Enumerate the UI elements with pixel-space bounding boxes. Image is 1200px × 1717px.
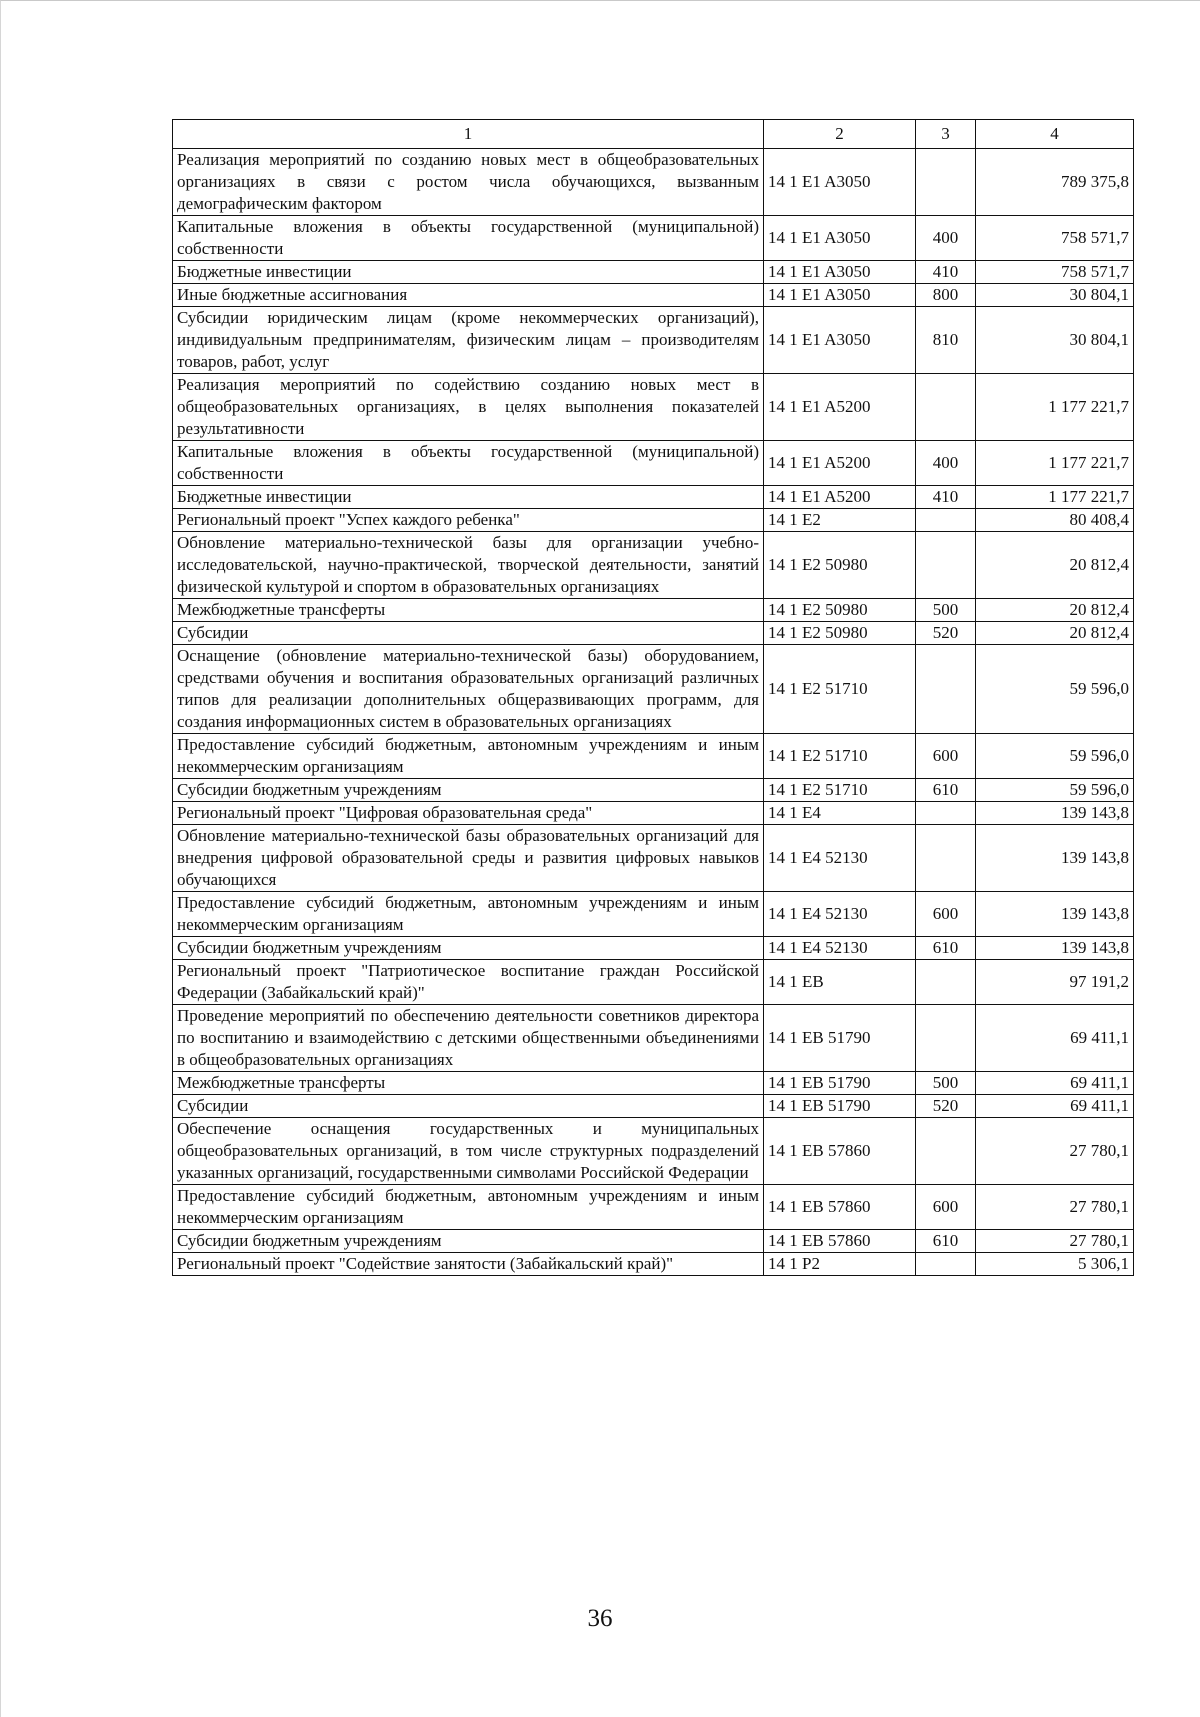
row-expense-type-cell	[916, 1118, 976, 1185]
row-name-cell: Субсидии юридическим лицам (кроме некоммерческих организаций), индивидуальным предпринимателям, физическим лицам – производителям товаров, работ, услуг	[173, 307, 764, 374]
row-expense-type-cell	[916, 374, 976, 441]
table-row	[173, 1095, 1134, 1118]
row-name-cell: Реализация мероприятий по содействию созданию новых мест в общеобразовательных организациях, в целях выполнения показателей результативности	[173, 374, 764, 441]
row-amount-cell: 27 780,1	[976, 1118, 1134, 1185]
table-row	[173, 149, 1134, 216]
row-amount-cell: 30 804,1	[976, 284, 1134, 307]
row-expense-type-cell: 800	[916, 284, 976, 307]
row-code-cell: 14 1 E2 51710	[764, 779, 916, 802]
row-amount-cell: 59 596,0	[976, 645, 1134, 734]
table-header	[173, 120, 1134, 149]
row-code-cell: 14 1 E4	[764, 802, 916, 825]
table-row	[173, 284, 1134, 307]
row-amount-cell: 758 571,7	[976, 261, 1134, 284]
row-amount-cell: 20 812,4	[976, 622, 1134, 645]
row-name-cell: Реализация мероприятий по созданию новых мест в общеобразовательных организациях в связи с ростом числа обучающихся, вызванным демографическим фактором	[173, 149, 764, 216]
row-amount-cell: 69 411,1	[976, 1072, 1134, 1095]
row-amount-cell: 97 191,2	[976, 960, 1134, 1005]
row-name-cell: Бюджетные инвестиции	[173, 486, 764, 509]
table-row	[173, 307, 1134, 374]
row-name-cell: Капитальные вложения в объекты государственной (муниципальной) собственности	[173, 216, 764, 261]
row-expense-type-cell: 400	[916, 441, 976, 486]
row-code-cell: 14 1 E2 51710	[764, 734, 916, 779]
table-row	[173, 645, 1134, 734]
row-code-cell: 14 1 E1 A5200	[764, 441, 916, 486]
row-expense-type-cell: 400	[916, 216, 976, 261]
table-row	[173, 1118, 1134, 1185]
row-expense-type-cell: 610	[916, 779, 976, 802]
row-name-cell: Региональный проект "Цифровая образовательная среда"	[173, 802, 764, 825]
header-col-2: 2	[764, 120, 916, 149]
row-expense-type-cell: 600	[916, 1185, 976, 1230]
row-name-cell: Обновление материально-технической базы образовательных организаций для внедрения цифровой образовательной среды и развития цифровых навыков обучающихся	[173, 825, 764, 892]
row-amount-cell: 789 375,8	[976, 149, 1134, 216]
row-name-cell: Субсидии бюджетным учреждениям	[173, 1230, 764, 1253]
row-amount-cell: 27 780,1	[976, 1185, 1134, 1230]
row-name-cell: Бюджетные инвестиции	[173, 261, 764, 284]
row-amount-cell: 139 143,8	[976, 892, 1134, 937]
row-name-cell: Проведение мероприятий по обеспечению деятельности советников директора по воспитанию и взаимодействию с детскими общественными объединениями в общеобразовательных организациях	[173, 1005, 764, 1072]
row-code-cell: 14 1 E1 A3050	[764, 261, 916, 284]
row-code-cell: 14 1 E1 A3050	[764, 149, 916, 216]
row-name-cell: Предоставление субсидий бюджетным, автономным учреждениям и иным некоммерческим организациям	[173, 1185, 764, 1230]
row-name-cell: Региональный проект "Успех каждого ребенка"	[173, 509, 764, 532]
row-expense-type-cell	[916, 1005, 976, 1072]
row-code-cell: 14 1 E1 A3050	[764, 216, 916, 261]
row-code-cell: 14 1 E2 50980	[764, 622, 916, 645]
row-expense-type-cell: 610	[916, 1230, 976, 1253]
row-name-cell: Межбюджетные трансферты	[173, 1072, 764, 1095]
table-row	[173, 599, 1134, 622]
row-code-cell: 14 1 E1 A5200	[764, 374, 916, 441]
row-expense-type-cell	[916, 825, 976, 892]
row-amount-cell: 1 177 221,7	[976, 374, 1134, 441]
row-expense-type-cell: 810	[916, 307, 976, 374]
row-code-cell: 14 1 EB 51790	[764, 1005, 916, 1072]
table-row	[173, 509, 1134, 532]
table-row	[173, 374, 1134, 441]
row-code-cell: 14 1 E4 52130	[764, 937, 916, 960]
row-amount-cell: 30 804,1	[976, 307, 1134, 374]
row-amount-cell: 80 408,4	[976, 509, 1134, 532]
row-name-cell: Региональный проект "Содействие занятости (Забайкальский край)"	[173, 1253, 764, 1276]
row-expense-type-cell: 610	[916, 937, 976, 960]
table-row	[173, 441, 1134, 486]
row-expense-type-cell	[916, 532, 976, 599]
row-expense-type-cell: 500	[916, 1072, 976, 1095]
row-name-cell: Обеспечение оснащения государственных и муниципальных общеобразовательных организаций, в том числе структурных подразделений указанных организаций, государственными символами Российской Федерации	[173, 1118, 764, 1185]
row-expense-type-cell	[916, 960, 976, 1005]
row-code-cell: 14 1 E2 50980	[764, 599, 916, 622]
row-code-cell: 14 1 EB	[764, 960, 916, 1005]
budget-table	[172, 119, 1134, 1276]
row-code-cell: 14 1 E1 A5200	[764, 486, 916, 509]
row-expense-type-cell	[916, 149, 976, 216]
table-row	[173, 825, 1134, 892]
table-row	[173, 802, 1134, 825]
table-body	[173, 149, 1134, 1276]
row-name-cell: Предоставление субсидий бюджетным, автономным учреждениям и иным некоммерческим организациям	[173, 892, 764, 937]
table-row	[173, 622, 1134, 645]
page-number: 36	[587, 1605, 613, 1632]
table-row	[173, 734, 1134, 779]
table-row	[173, 261, 1134, 284]
table-row	[173, 532, 1134, 599]
row-amount-cell: 20 812,4	[976, 599, 1134, 622]
row-name-cell: Оснащение (обновление материально-технической базы) оборудованием, средствами обучения и воспитания образовательных организаций различных типов для реализации дополнительных общеразвивающих программ, для создания информационных систем в образовательных организациях	[173, 645, 764, 734]
table-row	[173, 1072, 1134, 1095]
row-name-cell: Предоставление субсидий бюджетным, автономным учреждениям и иным некоммерческим организациям	[173, 734, 764, 779]
row-expense-type-cell: 410	[916, 261, 976, 284]
row-expense-type-cell: 500	[916, 599, 976, 622]
table-row	[173, 960, 1134, 1005]
row-name-cell: Субсидии	[173, 622, 764, 645]
table-row	[173, 779, 1134, 802]
row-name-cell: Субсидии бюджетным учреждениям	[173, 937, 764, 960]
row-code-cell: 14 1 EB 57860	[764, 1118, 916, 1185]
row-amount-cell: 139 143,8	[976, 937, 1134, 960]
header-row	[173, 120, 1134, 149]
table-row	[173, 486, 1134, 509]
row-expense-type-cell	[916, 645, 976, 734]
row-amount-cell: 59 596,0	[976, 734, 1134, 779]
row-code-cell: 14 1 E4 52130	[764, 825, 916, 892]
table-row	[173, 937, 1134, 960]
row-name-cell: Субсидии бюджетным учреждениям	[173, 779, 764, 802]
row-name-cell: Региональный проект "Патриотическое воспитание граждан Российской Федерации (Забайкальский край)"	[173, 960, 764, 1005]
row-expense-type-cell	[916, 1253, 976, 1276]
row-code-cell: 14 1 EB 51790	[764, 1072, 916, 1095]
row-expense-type-cell: 520	[916, 622, 976, 645]
row-expense-type-cell	[916, 802, 976, 825]
row-code-cell: 14 1 P2	[764, 1253, 916, 1276]
row-amount-cell: 758 571,7	[976, 216, 1134, 261]
header-col-3: 3	[916, 120, 976, 149]
row-code-cell: 14 1 E2 50980	[764, 532, 916, 599]
row-code-cell: 14 1 EB 57860	[764, 1185, 916, 1230]
row-expense-type-cell: 410	[916, 486, 976, 509]
row-amount-cell: 1 177 221,7	[976, 486, 1134, 509]
row-expense-type-cell: 520	[916, 1095, 976, 1118]
row-name-cell: Субсидии	[173, 1095, 764, 1118]
header-col-1: 1	[173, 120, 764, 149]
row-amount-cell: 1 177 221,7	[976, 441, 1134, 486]
row-expense-type-cell: 600	[916, 892, 976, 937]
row-code-cell: 14 1 E1 A3050	[764, 307, 916, 374]
table-row	[173, 1185, 1134, 1230]
row-amount-cell: 27 780,1	[976, 1230, 1134, 1253]
row-amount-cell: 139 143,8	[976, 802, 1134, 825]
row-code-cell: 14 1 EB 51790	[764, 1095, 916, 1118]
table-row	[173, 216, 1134, 261]
row-amount-cell: 20 812,4	[976, 532, 1134, 599]
row-name-cell: Иные бюджетные ассигнования	[173, 284, 764, 307]
table-row	[173, 1230, 1134, 1253]
row-code-cell: 14 1 E4 52130	[764, 892, 916, 937]
row-name-cell: Обновление материально-технической базы для организации учебно-исследовательской, научно-практической, творческой деятельности, занятий физической культурой и спортом в образовательных организациях	[173, 532, 764, 599]
row-expense-type-cell	[916, 509, 976, 532]
row-code-cell: 14 1 EB 57860	[764, 1230, 916, 1253]
row-amount-cell: 69 411,1	[976, 1095, 1134, 1118]
row-code-cell: 14 1 E2 51710	[764, 645, 916, 734]
row-name-cell: Капитальные вложения в объекты государственной (муниципальной) собственности	[173, 441, 764, 486]
row-code-cell: 14 1 E1 A3050	[764, 284, 916, 307]
table-row	[173, 1005, 1134, 1072]
row-code-cell: 14 1 E2	[764, 509, 916, 532]
table-row	[173, 892, 1134, 937]
row-amount-cell: 69 411,1	[976, 1005, 1134, 1072]
row-amount-cell: 5 306,1	[976, 1253, 1134, 1276]
header-col-4: 4	[976, 120, 1134, 149]
row-amount-cell: 59 596,0	[976, 779, 1134, 802]
row-name-cell: Межбюджетные трансферты	[173, 599, 764, 622]
row-amount-cell: 139 143,8	[976, 825, 1134, 892]
row-expense-type-cell: 600	[916, 734, 976, 779]
table-row	[173, 1253, 1134, 1276]
